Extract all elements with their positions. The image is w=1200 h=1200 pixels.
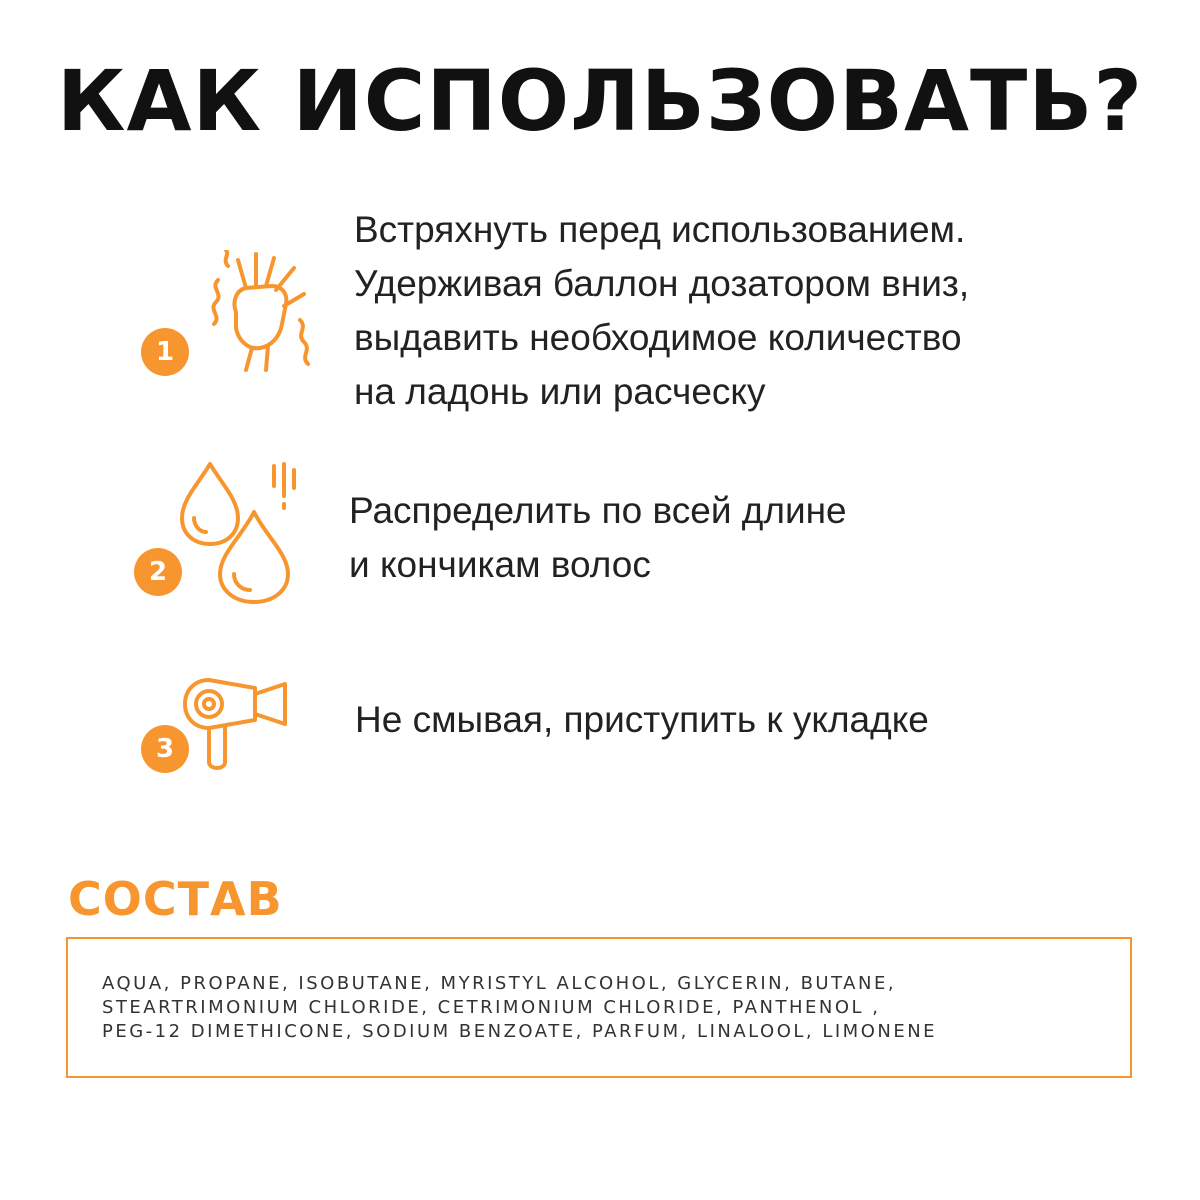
ingredients-line: STEARTRIMONIUM CHLORIDE, CETRIMONIUM CHLORIDE, PANTHENOL , [102,997,881,1018]
step-line: Встряхнуть перед использованием. [354,209,966,250]
step-line: Распределить по всей длине [349,490,847,531]
composition-title: СОСТАВ [68,872,283,926]
step-line: Не смывая, приступить к укладке [355,699,929,740]
drops-icon [178,460,300,605]
ingredients-list [102,972,937,1044]
ingredients-line: AQUA, PROPANE, ISOBUTANE, MYRISTYL ALCOHOL, GLYCERIN, BUTANE, [102,973,897,994]
step-line: на ладонь или расческу [354,371,766,412]
step-line: Удерживая баллон дозатором вниз, [354,263,970,304]
step-line: выдавить необходимое количество [354,317,962,358]
composition-box [66,937,1132,1078]
step-number-badge: 1 [141,328,189,376]
step-description [354,203,969,419]
hair-dryer-icon [181,676,289,770]
step-line: и кончикам волос [349,544,651,585]
page-title: КАК ИСПОЛЬЗОВАТЬ? [56,52,1144,150]
step-number-badge: 2 [134,548,182,596]
step-description [349,484,847,592]
step-description [355,693,929,747]
ingredients-line: PEG-12 DIMETHICONE, SODIUM BENZOATE, PARFUM, LINALOOL, LIMONENE [102,1021,938,1042]
step-number-badge: 3 [141,725,189,773]
shaking-hand-icon [196,250,314,375]
